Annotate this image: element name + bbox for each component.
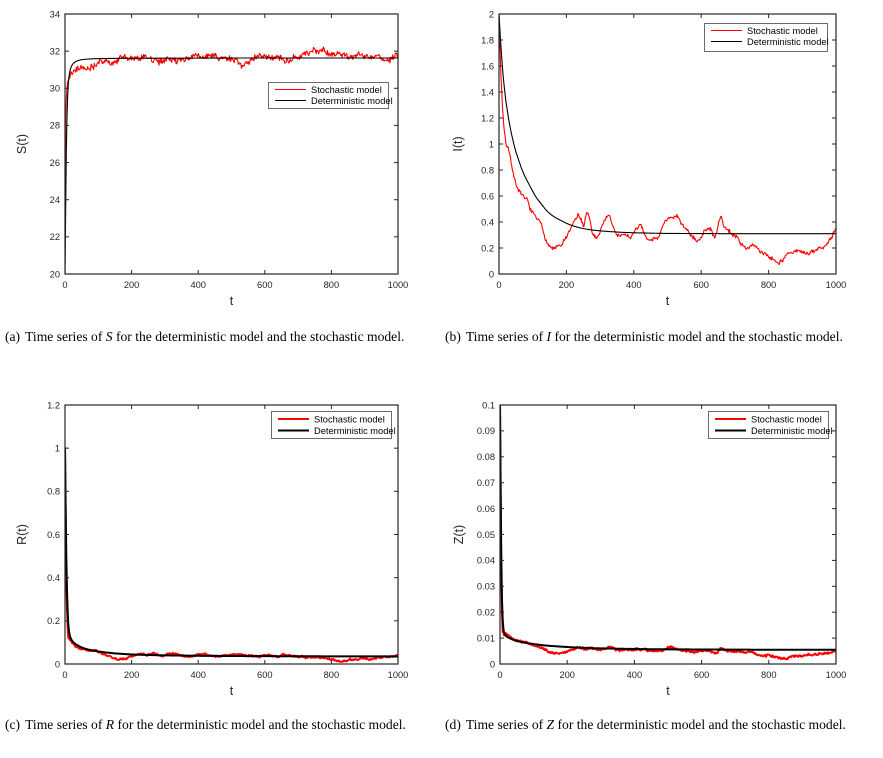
svg-text:0.1: 0.1 — [482, 400, 495, 411]
svg-text:1.2: 1.2 — [481, 113, 494, 124]
svg-text:1.2: 1.2 — [47, 400, 60, 411]
caption-b-prefix: Time series of — [465, 329, 544, 344]
svg-text:0: 0 — [489, 659, 495, 670]
svg-text:0.02: 0.02 — [476, 607, 495, 618]
tick-marks — [65, 14, 398, 274]
svg-text:200: 200 — [558, 280, 575, 290]
caption-c-suffix: for the deterministic model and the stochastic model. — [117, 717, 406, 732]
svg-text:200: 200 — [559, 670, 575, 680]
svg-text:0.03: 0.03 — [476, 581, 495, 592]
svg-text:800: 800 — [323, 670, 340, 680]
svg-text:0.08: 0.08 — [476, 452, 495, 463]
caption-b-label: (b) — [445, 329, 461, 344]
svg-text:0: 0 — [54, 659, 60, 670]
svg-text:32: 32 — [49, 46, 60, 57]
svg-text:0.2: 0.2 — [481, 243, 494, 254]
svg-text:800: 800 — [323, 280, 340, 290]
tick-marks — [499, 14, 836, 274]
y-axis-label: R(t) — [15, 524, 29, 545]
svg-text:22: 22 — [49, 232, 60, 243]
y-axis-label: Z(t) — [452, 524, 466, 545]
y-axis-label: S(t) — [15, 133, 29, 155]
x-tick-labels — [62, 670, 408, 680]
svg-text:800: 800 — [761, 670, 777, 680]
svg-text:0.05: 0.05 — [476, 529, 495, 540]
legend-label-deterministic: Deterministic model — [751, 425, 833, 436]
tick-marks — [65, 405, 398, 664]
y-tick-labels — [481, 9, 494, 279]
svg-text:0.6: 0.6 — [47, 529, 60, 540]
y-tick-labels — [50, 9, 60, 279]
axes-box — [65, 405, 398, 664]
svg-text:1.4: 1.4 — [481, 87, 494, 98]
svg-text:0.8: 0.8 — [47, 486, 60, 497]
svg-text:34: 34 — [49, 9, 60, 20]
series-group — [500, 405, 836, 659]
svg-text:600: 600 — [257, 670, 273, 680]
svg-text:0.01: 0.01 — [476, 633, 495, 644]
caption-a-suffix: for the deterministic model and the stochastic model. — [115, 329, 405, 344]
caption-d-label: (d) — [445, 717, 461, 732]
caption-a-prefix: Time series of — [25, 329, 103, 344]
y-tick-labels — [47, 400, 60, 669]
svg-text:0: 0 — [497, 670, 503, 680]
svg-text:0.06: 0.06 — [476, 503, 495, 514]
caption-c — [5, 715, 445, 735]
svg-text:1000: 1000 — [825, 280, 847, 290]
svg-text:600: 600 — [693, 670, 710, 680]
svg-text:0: 0 — [488, 269, 494, 280]
svg-text:600: 600 — [257, 280, 273, 290]
svg-text:24: 24 — [49, 195, 60, 206]
x-tick-labels — [497, 670, 846, 680]
caption-d-prefix: Time series of — [465, 717, 544, 732]
caption-b-suffix: for the deterministic model and the stochastic model. — [554, 329, 843, 344]
svg-text:28: 28 — [49, 120, 60, 131]
caption-d-suffix: for the deterministic model and the stochastic model. — [557, 717, 846, 732]
x-axis-label: t — [229, 684, 234, 698]
x-tick-labels — [62, 280, 408, 290]
axes-box — [500, 405, 836, 664]
svg-text:30: 30 — [49, 83, 60, 94]
svg-text:0.6: 0.6 — [481, 191, 494, 202]
svg-text:600: 600 — [693, 280, 709, 290]
caption-c-variable: R — [105, 717, 115, 732]
svg-text:1000: 1000 — [387, 280, 409, 290]
y-tick-labels — [477, 400, 495, 669]
series-group — [65, 448, 398, 662]
svg-text:0.09: 0.09 — [476, 426, 495, 437]
caption-a-label: (a) — [5, 329, 21, 344]
chart-a-svg — [0, 0, 441, 318]
svg-text:26: 26 — [49, 157, 60, 168]
legend-label-stochastic: Stochastic model — [751, 414, 822, 425]
svg-text:2: 2 — [488, 9, 494, 20]
svg-text:0: 0 — [62, 670, 68, 680]
series-stochastic-line — [65, 448, 398, 662]
y-axis-label: I(t) — [451, 136, 465, 152]
svg-text:20: 20 — [49, 269, 60, 280]
legend — [705, 24, 829, 52]
legend-label-deterministic: Deterministic model — [314, 425, 396, 436]
svg-text:800: 800 — [760, 280, 777, 290]
svg-text:0.4: 0.4 — [47, 572, 60, 583]
svg-text:0.04: 0.04 — [476, 555, 495, 566]
legend-label-stochastic: Stochastic model — [314, 414, 385, 425]
svg-text:0: 0 — [496, 280, 502, 290]
caption-c-prefix: Time series of — [25, 717, 103, 732]
legend — [709, 412, 833, 439]
legend-label-deterministic: Deterministic model — [311, 95, 393, 106]
svg-text:1.6: 1.6 — [481, 61, 494, 72]
caption-d-variable: Z — [546, 717, 555, 732]
svg-text:200: 200 — [123, 670, 140, 680]
caption-d — [445, 715, 881, 735]
x-axis-label: t — [665, 294, 670, 308]
caption-a-variable: S — [105, 329, 113, 344]
series-deterministic-line — [500, 405, 836, 650]
chart-panel-b — [441, 0, 883, 323]
svg-text:0.4: 0.4 — [481, 217, 494, 228]
svg-text:400: 400 — [626, 280, 642, 290]
x-axis-label: t — [666, 684, 670, 698]
caption-c-label: (c) — [5, 717, 21, 732]
series-deterministic-line — [65, 448, 398, 656]
chart-panel-c — [0, 390, 441, 713]
svg-text:1000: 1000 — [825, 670, 847, 680]
chart-d-svg — [441, 390, 883, 708]
svg-text:1000: 1000 — [387, 670, 409, 680]
svg-text:400: 400 — [626, 670, 643, 680]
svg-text:0.07: 0.07 — [476, 478, 495, 488]
caption-b — [445, 327, 881, 347]
x-tick-labels — [496, 280, 846, 290]
axes-box — [65, 14, 398, 274]
legend-label-stochastic: Stochastic model — [311, 84, 382, 95]
axes-box — [499, 14, 836, 274]
tick-marks — [500, 405, 836, 664]
svg-text:400: 400 — [190, 280, 206, 290]
svg-text:1: 1 — [54, 443, 60, 454]
chart-panel-a — [0, 0, 441, 323]
chart-b-svg — [441, 0, 883, 318]
chart-c-svg — [0, 390, 441, 708]
legend — [269, 83, 393, 109]
series-stochastic-line — [65, 47, 398, 274]
caption-b-variable: I — [546, 329, 552, 344]
legend-label-deterministic: Deterministic model — [747, 36, 829, 47]
svg-text:0.2: 0.2 — [47, 616, 60, 627]
svg-text:200: 200 — [123, 280, 140, 290]
svg-text:1: 1 — [488, 139, 494, 150]
series-group — [65, 47, 398, 274]
chart-panel-d — [441, 390, 883, 713]
svg-text:1.8: 1.8 — [481, 35, 494, 46]
series-stochastic-line — [500, 405, 836, 659]
x-axis-label: t — [229, 294, 234, 308]
legend — [272, 412, 396, 439]
svg-text:400: 400 — [190, 670, 206, 680]
legend-label-stochastic: Stochastic model — [747, 25, 818, 36]
svg-text:0: 0 — [62, 280, 68, 290]
svg-text:0.8: 0.8 — [481, 165, 494, 176]
caption-a — [5, 327, 445, 347]
